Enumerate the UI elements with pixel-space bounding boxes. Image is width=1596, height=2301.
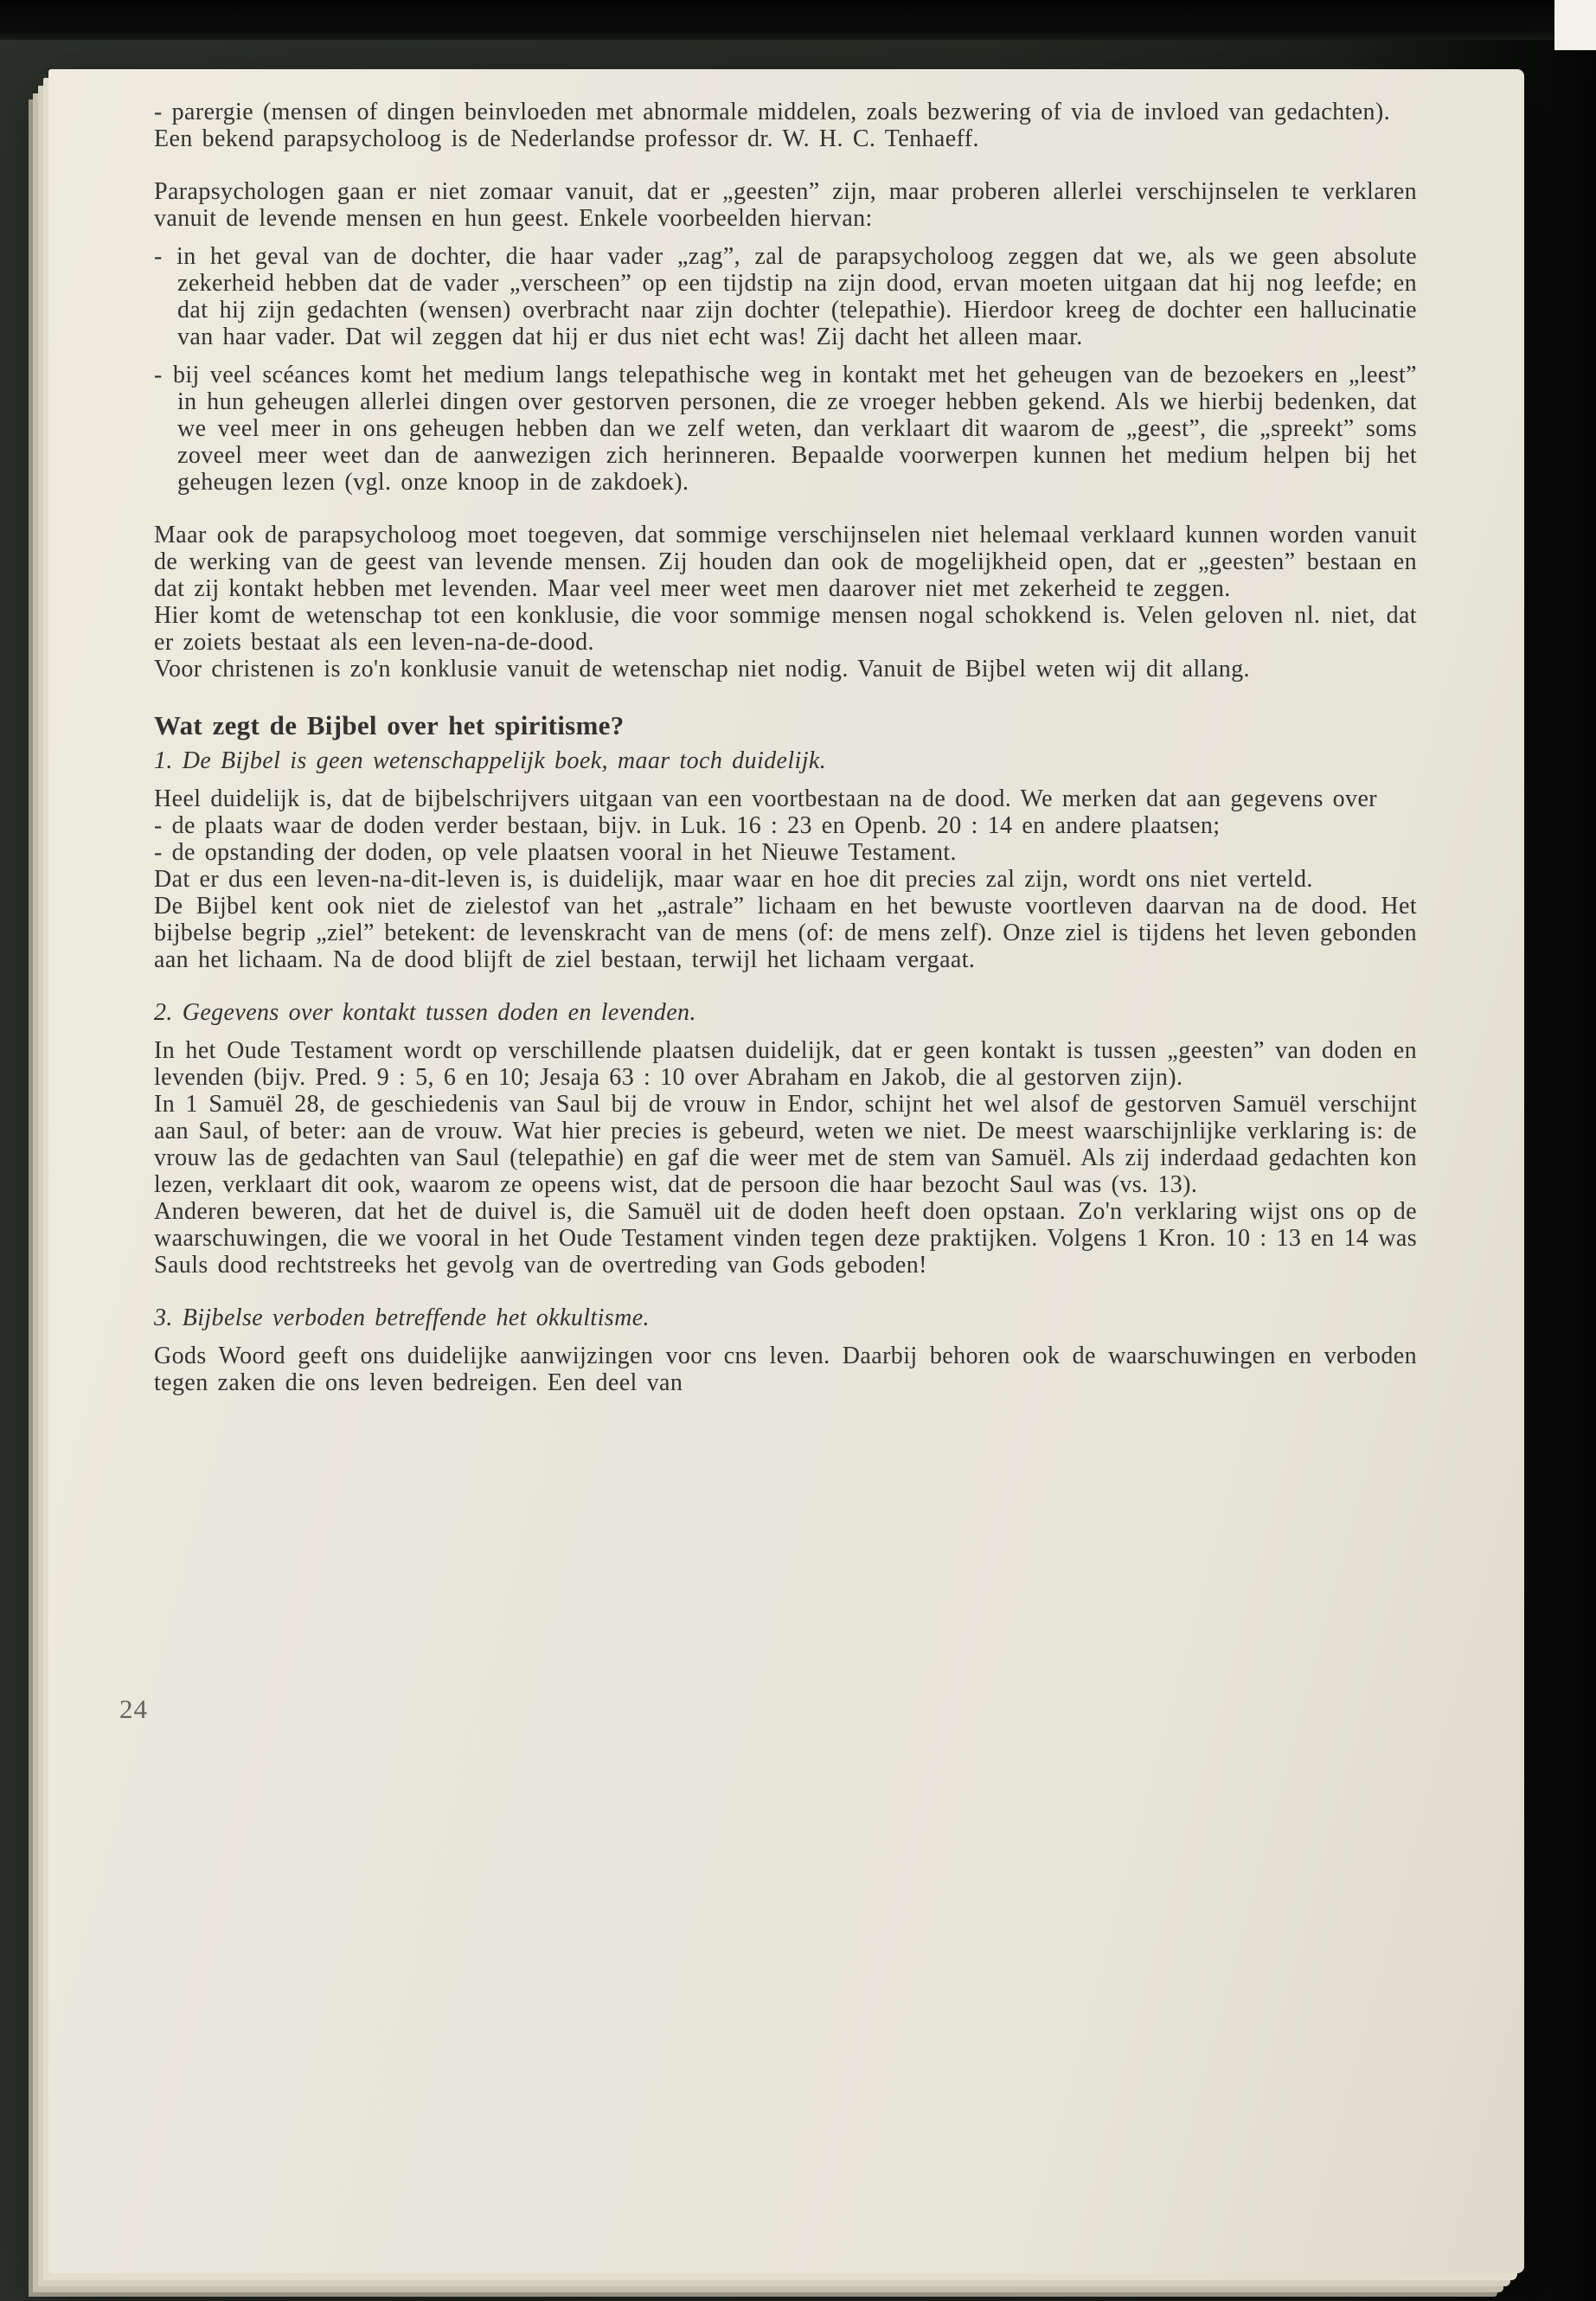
- background-top-strip: [0, 0, 1596, 40]
- paragraph: In 1 Samuël 28, de geschiedenis van Saul bij de vrouw in Endor, schijnt het wel alsof de gestorven Samuël verschijnt aan Saul, of beter: aan de vrouw. Wat hier precies is gebeurd, weten we niet. De meest waarschijnlijke verklaring is: de vrouw las de gedachten van Saul (telepathie) en gaf die weer met de stem van Samuël. Als zij inderdaad gedachten kon lezen, verklaart dit ook, waarom ze opeens wist, dat de persoon die haar bezocht Saul was (vs. 13).: [154, 1091, 1417, 1198]
- book-cover-edge: [1546, 40, 1596, 2301]
- page-content: [154, 99, 1417, 1396]
- book-page: [48, 69, 1524, 2273]
- paragraph: Voor christenen is zo'n konklusie vanuit de wetenschap niet nodig. Vanuit de Bijbel weten wij dit allang.: [154, 656, 1250, 683]
- list-item: - in het geval van de dochter, die haar vader „zag”, zal de parapsycholoog zeggen dat we, als we geen absolute zekerheid hebben dat de vader „verscheen” op een tijdstip na zijn dood, ervan moeten uitgaan dat hij nog leefde; en dat hij zijn gedachten (wensen) overbracht naar zijn dochter (telepathie). Hierdoor kreeg de dochter een hallucinatie van haar vader. Dat wil zeggen dat hij er dus niet echt was! Zij dacht het alleen maar.: [154, 243, 1417, 350]
- numbered-subhead: 1. De Bijbel is geen wetenschappelijk boek, maar toch duidelijk.: [154, 747, 827, 774]
- paragraph: Anderen beweren, dat het de duivel is, die Samuël uit de doden heeft doen opstaan. Zo'n verklaring wijst ons op de waarschuwingen, die we vooral in het Oude Testament vinden tegen deze praktijken. Volgens 1 Kron. 10 : 13 en 14 was Sauls dood rechtstreeks het gevolg van de overtreding van Gods geboden!: [154, 1198, 1417, 1279]
- section-heading: Wat zegt de Bijbel over het spiritisme?: [154, 710, 625, 740]
- list-item: - de opstanding der doden, op vele plaatsen vooral in het Nieuwe Testament.: [154, 839, 957, 866]
- paragraph: Een bekend parapsycholoog is de Nederlandse professor dr. W. H. C. Tenhaeff.: [154, 125, 979, 152]
- paragraph: Dat er dus een leven-na-dit-leven is, is duidelijk, maar waar en hoe dit precies zal zijn, wordt ons niet verteld.: [154, 866, 1313, 893]
- paragraph: Heel duidelijk is, dat de bijbelschrijvers uitgaan van een voortbestaan na de dood. We merken dat aan gegevens over: [154, 785, 1378, 812]
- list-item: - de plaats waar de doden verder bestaan, bijv. in Luk. 16 : 23 en Openb. 20 : 14 en andere plaatsen;: [154, 812, 1221, 839]
- list-item: - bij veel scéances komt het medium langs telepathische weg in kontakt met het geheugen van de bezoekers en „leest” in hun geheugen allerlei dingen over gestorven personen, die ze vroeger hebben gekend. Als we hierbij bedenken, dat we veel meer in ons geheugen hebben dan we zelf weten, dan verklaart dit waarom de „geest”, die „spreekt” soms zoveel meer weet dan de aanwezigen zich herinneren. Bepaalde voorwerpen kunnen het medium helpen bij het geheugen lezen (vgl. onze knoop in de zakdoek).: [154, 362, 1417, 496]
- list-item: - parergie (mensen of dingen beinvloeden met abnormale middelen, zoals bezwering of via de invloed van gedachten).: [154, 99, 1391, 125]
- corner-notch: [1554, 0, 1596, 50]
- paragraph: De Bijbel kent ook niet de zielestof van het „astrale” lichaam en het bewuste voortleven daarvan na de dood. Het bijbelse begrip „ziel” betekent: de levenskracht van de mens (of: de mens zelf). Onze ziel is tijdens het leven gebonden aan het lichaam. Na de dood blijft de ziel bestaan, terwijl het lichaam vergaat.: [154, 893, 1417, 973]
- numbered-subhead: 2. Gegevens over kontakt tussen doden en levenden.: [154, 999, 696, 1026]
- page-number: 24: [119, 1694, 148, 1724]
- paragraph: In het Oude Testament wordt op verschillende plaatsen duidelijk, dat er geen kontakt is tussen „geesten” van doden en levenden (bijv. Pred. 9 : 5, 6 en 10; Jesaja 63 : 10 over Abraham en Jakob, die al gestorven zijn).: [154, 1037, 1417, 1091]
- paragraph: Hier komt de wetenschap tot een konklusie, die voor sommige mensen nogal schokkend is. Velen geloven nl. niet, dat er zoiets bestaat als een leven-na-de-dood.: [154, 602, 1417, 656]
- paragraph: Gods Woord geeft ons duidelijke aanwijzingen voor cns leven. Daarbij behoren ook de waarschuwingen en verboden tegen zaken die ons leven bedreigen. Een deel van: [154, 1343, 1417, 1396]
- paragraph: Maar ook de parapsycholoog moet toegeven, dat sommige verschijnselen niet helemaal verklaard kunnen worden vanuit de werking van de geest van levende mensen. Zij houden dan ook de mogelijkheid open, dat er „geesten” bestaan en dat zij kontakt hebben met levenden. Maar veel meer weet men daarover niet met zekerheid te zeggen.: [154, 522, 1417, 602]
- paragraph: Parapsychologen gaan er niet zomaar vanuit, dat er „geesten” zijn, maar proberen allerlei verschijnselen te verklaren vanuit de levende mensen en hun geest. Enkele voorbeelden hiervan:: [154, 178, 1417, 232]
- numbered-subhead: 3. Bijbelse verboden betreffende het okkultisme.: [154, 1304, 650, 1331]
